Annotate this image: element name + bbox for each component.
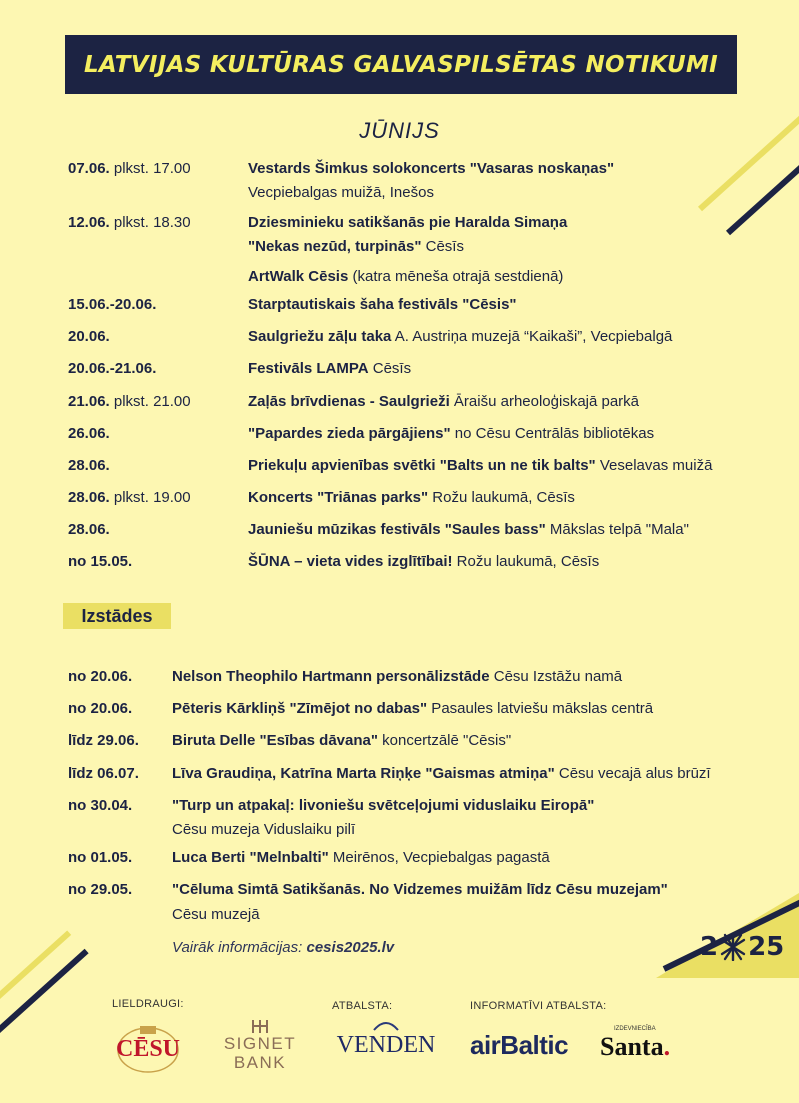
logo-2025 [700,932,784,962]
exhibition-info [172,668,622,686]
event-date [68,425,110,443]
bank-wordmark: BANK [233,1053,287,1072]
event-place: no Cēsu Centrālās bibliotēkas [450,425,655,442]
event-date-value: 26.06. [68,425,110,442]
event-place: Vecpiebalgas muižā, Inešos [248,184,434,201]
venden-drop-icon [371,1020,401,1032]
logo-2025-right: 25 [748,932,785,962]
event-info [248,296,517,314]
event-title: Koncerts "Triānas parks" [248,489,429,506]
event-date-value: 20.06. [68,328,110,345]
event-date [68,489,191,507]
event-info [248,457,712,475]
event-title: Saulgriežu zāļu taka [248,328,392,345]
event-info [248,553,599,571]
cesu-logo [108,1024,188,1074]
decor-stripe [0,949,89,1040]
event-date-value: 15.06.-20.06. [68,296,157,313]
exhibition-info [172,849,550,867]
event-title: Zaļās brīvdienas - Saulgrieži [248,393,450,410]
page-title: LATVIJAS KULTŪRAS GALVASPILSĒTAS NOTIKUMI [83,51,719,78]
signet-wordmark: SIGNET [223,1034,297,1053]
exhibition-title: Luca Berti "Melnbalti" [172,849,329,866]
exhibition-info [172,881,668,899]
logo-2025-left: 2 [700,932,719,962]
exhibition-date: no 30.04. [68,797,133,814]
event-title: Vestards Šimkus solokoncerts "Vasaras noskaņas" [248,160,615,177]
event-title: ArtWalk Cēsis [248,268,349,285]
event-info [248,393,639,411]
event-date-value: 12.06. [68,214,110,231]
signet-mark-icon [250,1018,270,1034]
event-time: plkst. 18.30 [109,214,191,231]
event-info [248,489,575,507]
event-row-continued [248,184,434,202]
exhibition-place: Cēsu muzejā [172,906,260,923]
exhibition-place: Pasaules latviešu mākslas centrā [427,700,654,717]
event-title: ŠŪNA – vieta vides izglītībai! [248,553,453,570]
more-info-link[interactable]: cesis2025.lv [306,939,395,956]
event-info [248,214,567,232]
event-place: Mākslas telpā "Mala" [545,521,689,538]
sponsor-caption-lieldraugi: LIELDRAUGI: [112,998,184,1010]
event-info [248,328,672,346]
exhibition-title: "Turp un atpakaļ: livoniešu svētceļojumi viduslaiku Eiropā" [172,797,595,814]
signet-bank-logo [217,1018,303,1074]
event-row-continued [248,238,464,256]
event-title: "Papardes zieda pārgājiens" [248,425,451,442]
venden-wordmark: VENDEN [336,1032,436,1058]
exhibition-title: Pēteris Kārkliņš "Zīmējot no dabas" [172,700,428,717]
venden-logo [332,1020,440,1062]
decor-stripe [726,150,799,235]
event-date [68,360,156,378]
exhibition-title: "Cēluma Simtā Satikšanās. No Vidzemes muižām līdz Cēsu muzejam" [172,881,668,898]
header-banner [65,35,737,94]
exhibition-date: no 20.06. [68,700,133,717]
event-place: A. Austriņa muzejā “Kaikaši”, Vecpiebalgā [391,328,673,345]
exhibition-info [172,765,711,783]
month-heading: JŪNIJS [359,118,440,143]
event-title-continued: "Nekas nezūd, turpinās" [248,238,422,255]
event-time: plkst. 21.00 [109,393,191,410]
event-title: Festivāls LAMPA [248,360,369,377]
exhibition-row-continued [172,906,260,924]
event-place: Cēsīs [421,238,464,255]
event-date [68,214,191,232]
exhibition-row-continued [172,821,355,839]
exhibition-place: Cēsu Izstāžu namā [489,668,623,685]
event-date [68,296,156,314]
event-date-value: 28.06. [68,457,110,474]
event-place: Cēsīs [368,360,412,377]
event-info [248,521,689,539]
sponsor-caption-atbalsta: ATBALSTA: [332,1000,393,1012]
exhibition-title: Līva Graudiņa, Katrīna Marta Riņķe "Gaismas atmiņa" [172,765,555,782]
event-date-value: 28.06. [68,521,110,538]
exhibition-place: Cēsu muzeja Viduslaiku pilī [172,821,356,838]
asterisk-icon [720,933,746,961]
exhibition-place: koncertzālē "Cēsis" [377,732,512,749]
event-date [68,393,191,411]
exhibition-date: līdz 29.06. [68,732,139,749]
event-time: plkst. 19.00 [109,489,191,506]
event-info [248,160,614,178]
exhibition-info [172,732,511,750]
event-place: Veselavas muižā [595,457,713,474]
event-info [248,268,563,286]
airbaltic-logo: airBaltic [470,1030,569,1060]
event-title: Dziesminieku satikšanās pie Haralda Simaņa [248,214,568,231]
more-info-text: Vairāk informācijas: [172,939,307,956]
santa-small-label: IZDEVNIECĪBA [614,1026,656,1032]
event-date-value: 28.06. [68,489,110,506]
exhibition-title: Nelson Theophilo Hartmann personālizstāde [172,668,490,685]
event-date [68,553,132,571]
event-date [68,521,110,539]
event-place: (katra mēneša otrajā sestdienā) [348,268,564,285]
event-title: Starptautiskais šaha festivāls "Cēsis" [248,296,517,313]
exhibitions-label: Izstādes [63,603,171,629]
event-info [248,425,654,443]
exhibition-place: Meirēnos, Vecpiebalgas pagastā [328,849,550,866]
exhibition-place: Cēsu vecajā alus brūzī [554,765,711,782]
event-place: Rožu laukumā, Cēsīs [428,489,575,506]
more-info [172,939,394,956]
decor-stripe [698,93,799,211]
event-date-value: 07.06. [68,160,110,177]
santa-wordmark: Santa [600,1032,664,1061]
exhibition-date: no 01.05. [68,849,133,866]
event-date-value: 20.06.-21.06. [68,360,157,377]
event-date [68,160,191,178]
event-time: plkst. 17.00 [109,160,191,177]
event-info [248,360,411,378]
event-title: Priekuļu apvienības svētki "Balts un ne tik balts" [248,457,596,474]
event-date-value: no 15.05. [68,553,133,570]
exhibition-info [172,700,653,718]
santa-logo [600,1026,690,1062]
exhibition-date: no 29.05. [68,881,133,898]
event-date [68,328,110,346]
exhibition-date: līdz 06.07. [68,765,139,782]
sponsor-caption-informativi: INFORMATĪVI ATBALSTA: [470,1000,607,1012]
cesu-wordmark: CĒSU [115,1036,181,1062]
santa-dot-icon: . [663,1032,671,1061]
exhibition-title: Biruta Delle "Esības dāvana" [172,732,378,749]
event-date [68,457,110,475]
event-place: Āraišu arheoloģiskajā parkā [449,393,640,410]
exhibition-info [172,797,594,815]
event-place: Rožu laukumā, Cēsīs [452,553,600,570]
event-title: Jauniešu mūzikas festivāls "Saules bass" [248,521,546,538]
exhibition-date: no 20.06. [68,668,133,685]
event-date-value: 21.06. [68,393,110,410]
